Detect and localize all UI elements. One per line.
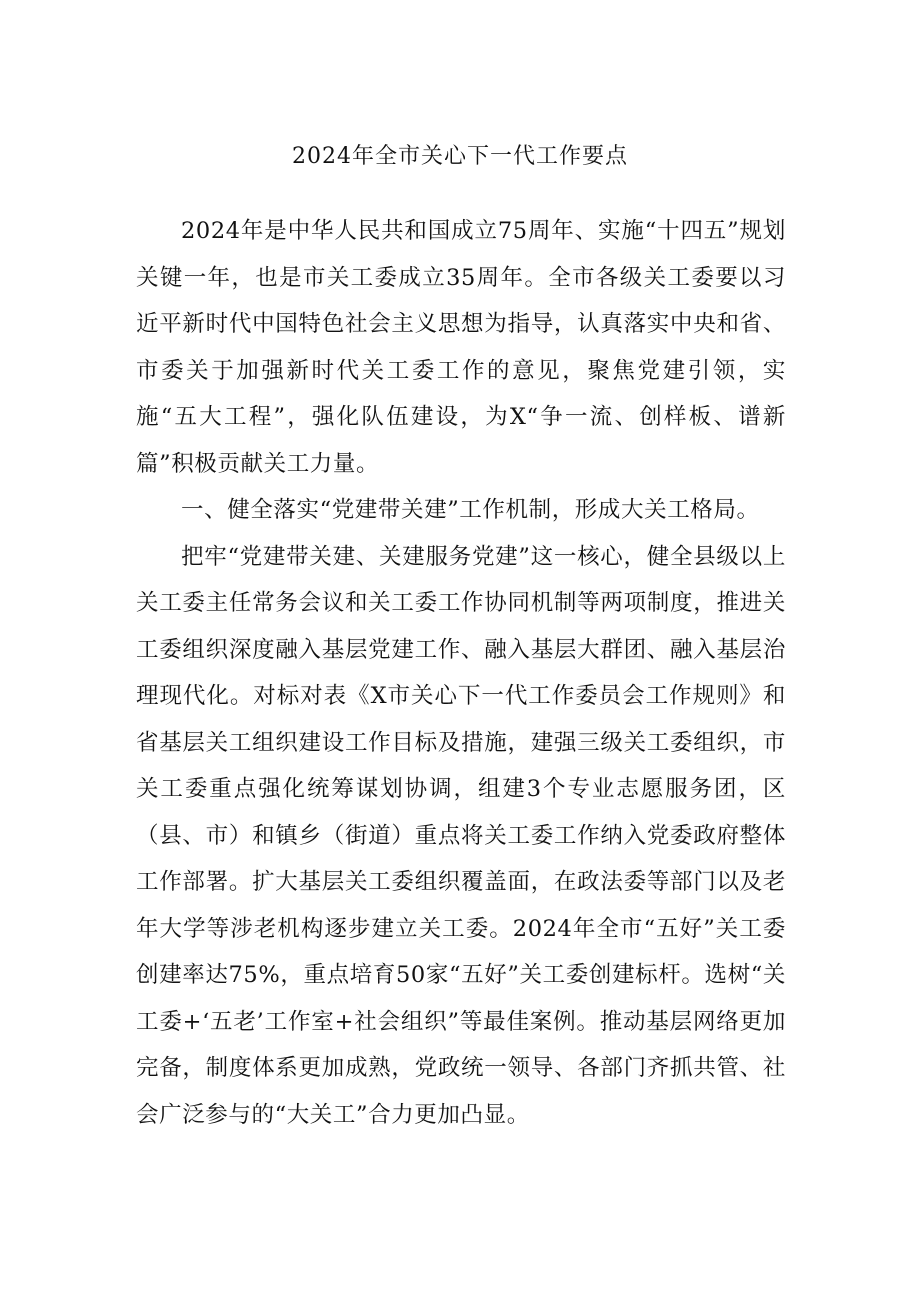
document-title: 2024年全市关心下一代工作要点	[292, 144, 628, 169]
section-heading-1: 一、健全落实“党建带关建”工作机制，形成大关工格局。	[181, 497, 760, 523]
intro-paragraph: 2024年是中华人民共和国成立75周年、实施“十四五”规划关键一年，也是市关工委成立35周年。全市各级关工委要以习近平新时代中国特色社会主义思想为指导，认真落实中央和省、市委关于加强新时代关工委工作的意见，聚焦党建引领，实施“五大工程”，强化队伍建设，为X“争一流、创样板、谱新篇”积极贡献关工力量。	[136, 218, 786, 477]
document-body	[136, 208, 786, 1138]
section-body-1: 把牢“党建带关建、关建服务党建”这一核心，健全县级以上关工委主任常务会议和关工委工作协同机制等两项制度，推进关工委组织深度融入基层党建工作、融入基层大群团、融入基层治理现代化。对标对表《X市关心下一代工作委员会工作规则》和省基层关工组织建设工作目标及措施，建强三级关工委组织，市关工委重点强化统筹谋划协调，组建3个专业志愿服务团，区（县、市）和镇乡（街道）重点将关工委工作纳入党委政府整体工作部署。扩大基层关工委组织覆盖面，在政法委等部门以及老年大学等涉老机构逐步建立关工委。2024年全市“五好”关工委创建率达75%，重点培育50家“五好”关工委创建标杆。选树“关工委+‘五老’工作室+社会组织”等最佳案例。推动基层网络更加完备，制度体系更加成熟，党政统一领导、各部门齐抓共管、社会广泛参与的“大关工”合力更加凸显。	[136, 543, 786, 1128]
